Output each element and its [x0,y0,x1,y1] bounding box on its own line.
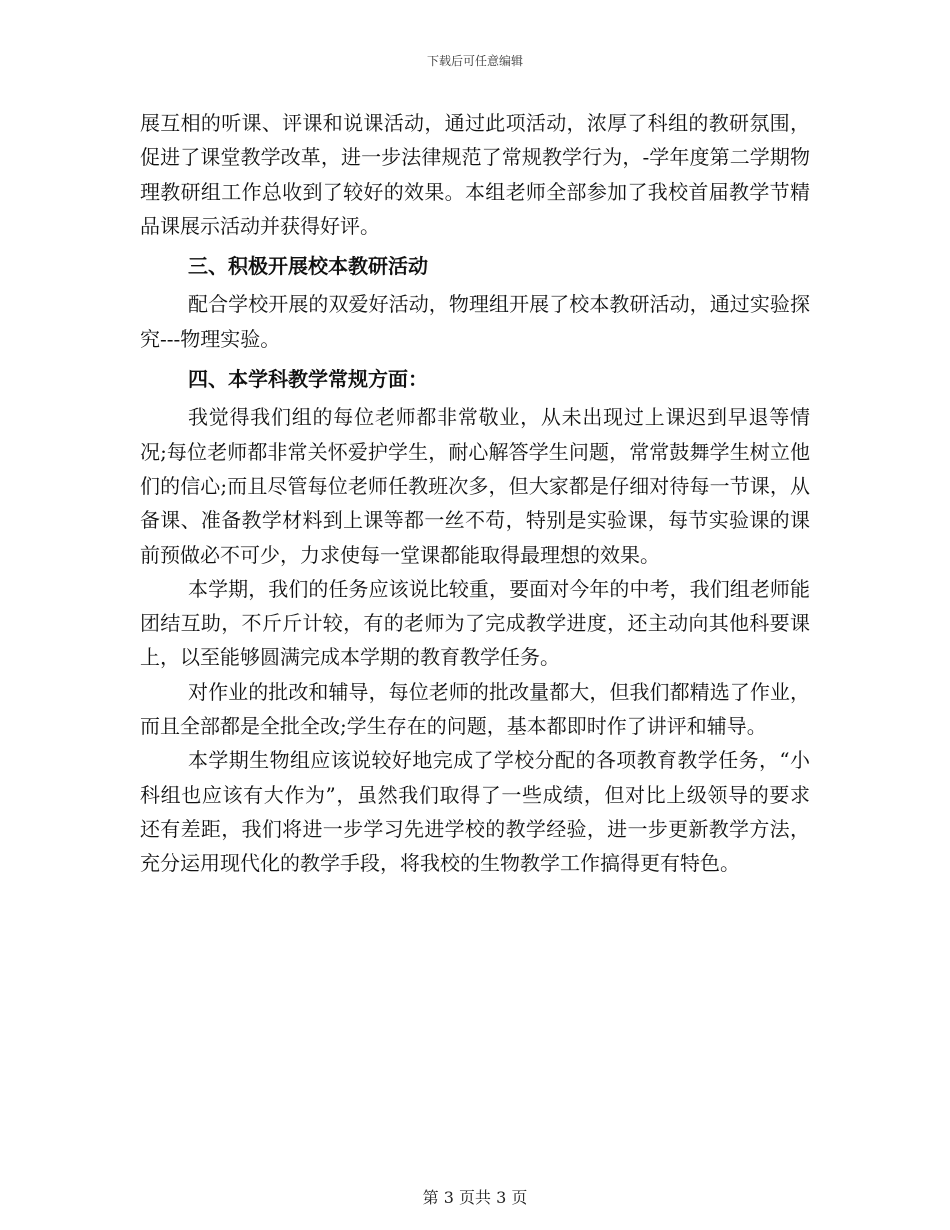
paragraph-homework: 对作业的批改和辅导，每位老师的批改量都大，但我们都精选了作业，而且全部都是全批全改;学生存在的问题，基本都即时作了讲评和辅导。 [140,679,810,739]
paragraph-teaching-routine: 我觉得我们组的每位老师都非常敬业，从未出现过上课迟到早退等情况;每位老师都非常关怀爱护学生，耐心解答学生问题，常常鼓舞学生树立他们的信心;而且尽管每位老师任教班次多，但大家都是仔细对待每一节课，从备课、准备教学材料到上课等都一丝不苟，特别是实验课，每节实验课的课前预做必不可少，力求使每一堂课都能取得最理想的效果。 [140,405,810,567]
page-number: 第 3 页共 3 页 [422,1188,528,1207]
section-heading-3: 三、积极开展校本教研活动 [188,254,428,279]
paragraph-summary: 本学期生物组应该说较好地完成了学校分配的各项教育教学任务，“小科组也应该有大作为”，虽然我们取得了一些成绩，但对比上级领导的要求还有差距，我们将进一步学习先进学校的教学经验，进一步更新教学方法，充分运用现代化的教学手段，将我校的生物教学工作搞得更有特色。 [140,748,810,876]
header-note: 下载后可任意编辑 [426,54,523,68]
document-body [140,106,810,881]
paragraph-continuation: 展互相的听课、评课和说课活动，通过此项活动，浓厚了科组的教研氛围，促进了课堂教学改革，进一步法律规范了常规教学行为，-学年度第二学期物理教研组工作总收到了较好的效果。本组老师全部参加了我校首届教学节精品课展示活动并获得好评。 [140,111,810,238]
section-heading-4: 四、本学科教学常规方面： [188,367,428,392]
paragraph-school-research: 配合学校开展的双爱好活动，物理组开展了校本教研活动，通过实验探究---物理实验。 [140,292,810,351]
paragraph-semester-tasks: 本学期，我们的任务应该说比较重，要面对今年的中考，我们组老师能团结互助，不斤斤计较，有的老师为了完成教学进度，还主动向其他科要课上，以至能够圆满完成本学期的教育教学任务。 [140,576,810,670]
